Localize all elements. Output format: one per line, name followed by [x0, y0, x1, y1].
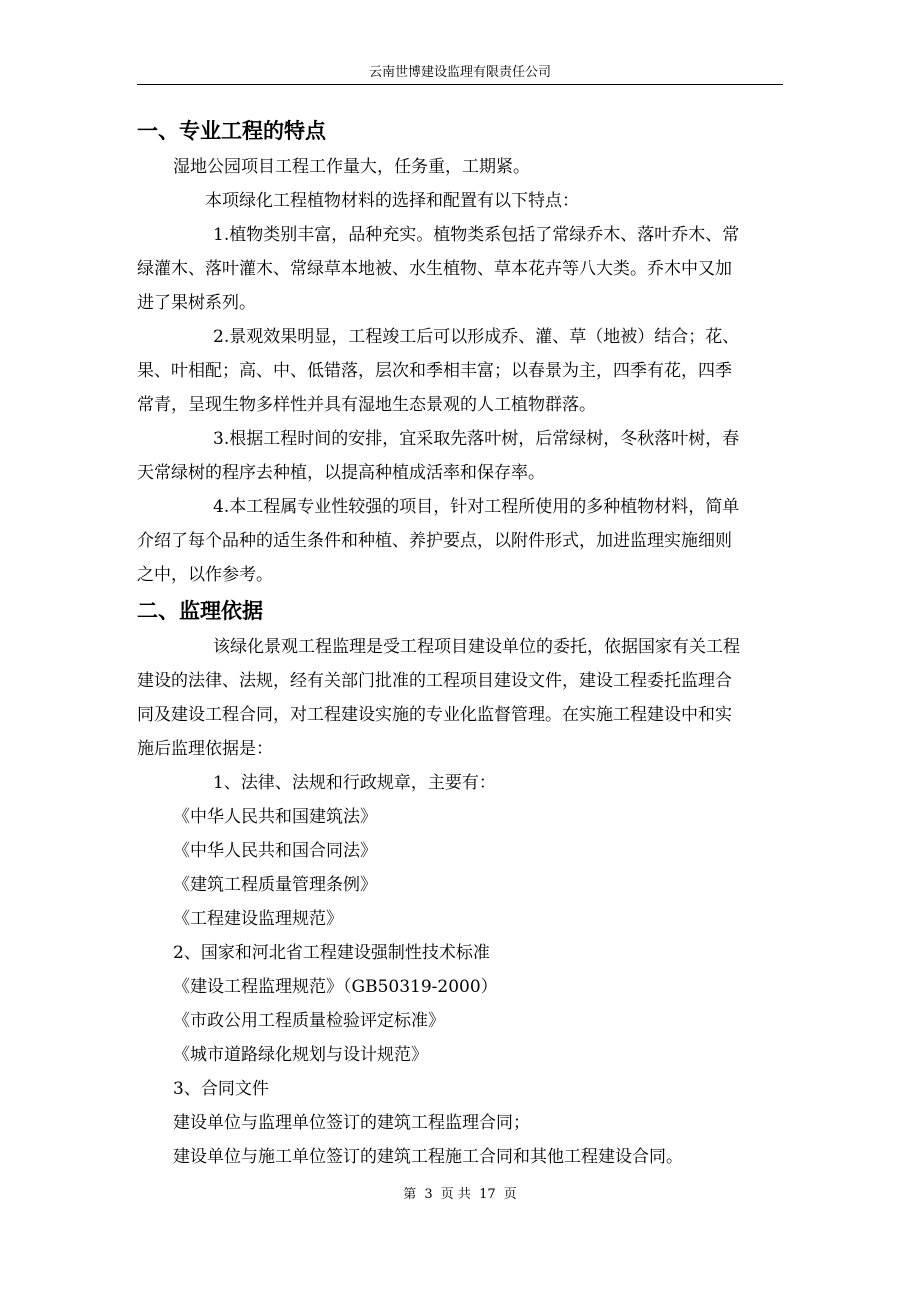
standard-item: 《市政公用工程质量检验评定标准》 — [173, 1011, 445, 1031]
page-footer — [0, 1186, 920, 1204]
law-item: 《建筑工程质量管理条例》 — [173, 875, 377, 895]
feature-item-1-line: 进了果树系列。 — [137, 293, 256, 313]
feature-item-3-line: 天常绿树的程序去种植，以提高种植成活率和保存率。 — [137, 463, 545, 483]
basis-sub2-title: 2、国家和河北省工程建设强制性技术标准 — [173, 943, 490, 963]
law-item: 《中华人民共和国合同法》 — [173, 841, 377, 861]
page-prefix: 第 — [403, 1187, 417, 1202]
page-body — [137, 112, 783, 1174]
feature-item-2-line: 果、叶相配；高、中、低错落，层次和季相丰富；以春景为主，四季有花，四季 — [137, 361, 732, 381]
feature-item-4-line: 介绍了每个品种的适生条件和种植、养护要点，以附件形式，加进监理实施细则 — [137, 531, 732, 551]
header-divider — [137, 84, 783, 85]
feature-item-1-line: 绿灌木、落叶灌木、常绿草本地被、水生植物、草本花卉等八大类。乔木中又加 — [137, 259, 732, 279]
section2-title: 二、监理依据 — [137, 599, 263, 623]
page-suffix: 页 — [503, 1187, 517, 1202]
feature-item-2 — [137, 320, 783, 422]
feature-item-3-line: 3.根据工程时间的安排，宜采取先落叶树，后常绿树，冬秋落叶树，春 — [213, 429, 740, 449]
feature-item-1 — [137, 218, 783, 320]
section1-title: 一、专业工程的特点 — [137, 119, 326, 143]
law-item: 《工程建设监理规范》 — [173, 909, 343, 929]
total-pages: 17 — [479, 1187, 496, 1202]
standard-item: 《建设工程监理规范》（GB50319-2000） — [173, 977, 498, 997]
basis-sub1-title: 1、法律、法规和行政规章，主要有： — [213, 773, 496, 793]
section2-intro-line: 施后监理依据是： — [137, 739, 273, 759]
contract-item: 建设单位与施工单位签订的建筑工程施工合同和其他工程建设合同。 — [173, 1147, 683, 1167]
section2-intro — [137, 630, 783, 766]
page-mid: 页 共 — [440, 1187, 471, 1202]
standard-item: 《城市道路绿化规划与设计规范》 — [173, 1045, 428, 1065]
feature-item-4 — [137, 490, 783, 592]
feature-item-2-line: 2.景观效果明显，工程竣工后可以形成乔、灌、草（地被）结合；花、 — [213, 327, 740, 347]
current-page-number: 3 — [424, 1187, 433, 1202]
basis-sub3-title: 3、合同文件 — [173, 1079, 269, 1099]
feature-item-4-line: 之中，以作参考。 — [137, 565, 273, 585]
section2-intro-line: 同及建设工程合同，对工程建设实施的专业化监督管理。在实施工程建设中和实 — [137, 705, 732, 725]
section1-intro1: 湿地公园项目工程工作量大，任务重，工期紧。 — [173, 157, 530, 177]
feature-item-1-line: 1.植物类别丰富，品种充实。植物类系包括了常绿乔木、落叶乔木、常 — [213, 225, 740, 245]
contract-item: 建设单位与监理单位签订的建筑工程监理合同； — [173, 1113, 530, 1133]
feature-item-3 — [137, 422, 783, 490]
section1-intro2: 本项绿化工程植物材料的选择和配置有以下特点： — [205, 191, 579, 211]
company-name: 云南世博建设监理有限责任公司 — [368, 65, 551, 80]
page-header — [137, 64, 783, 82]
section2-intro-line: 建设的法律、法规，经有关部门批准的工程项目建设文件，建设工程委托监理合 — [137, 671, 732, 691]
feature-item-2-line: 常青，呈现生物多样性并具有湿地生态景观的人工植物群落。 — [137, 395, 596, 415]
law-item: 《中华人民共和国建筑法》 — [173, 807, 377, 827]
section2-intro-line: 该绿化景观工程监理是受工程项目建设单位的委托，依据国家有关工程 — [213, 637, 740, 657]
feature-item-4-line: 4.本工程属专业性较强的项目，针对工程所使用的多种植物材料，简单 — [213, 497, 740, 517]
